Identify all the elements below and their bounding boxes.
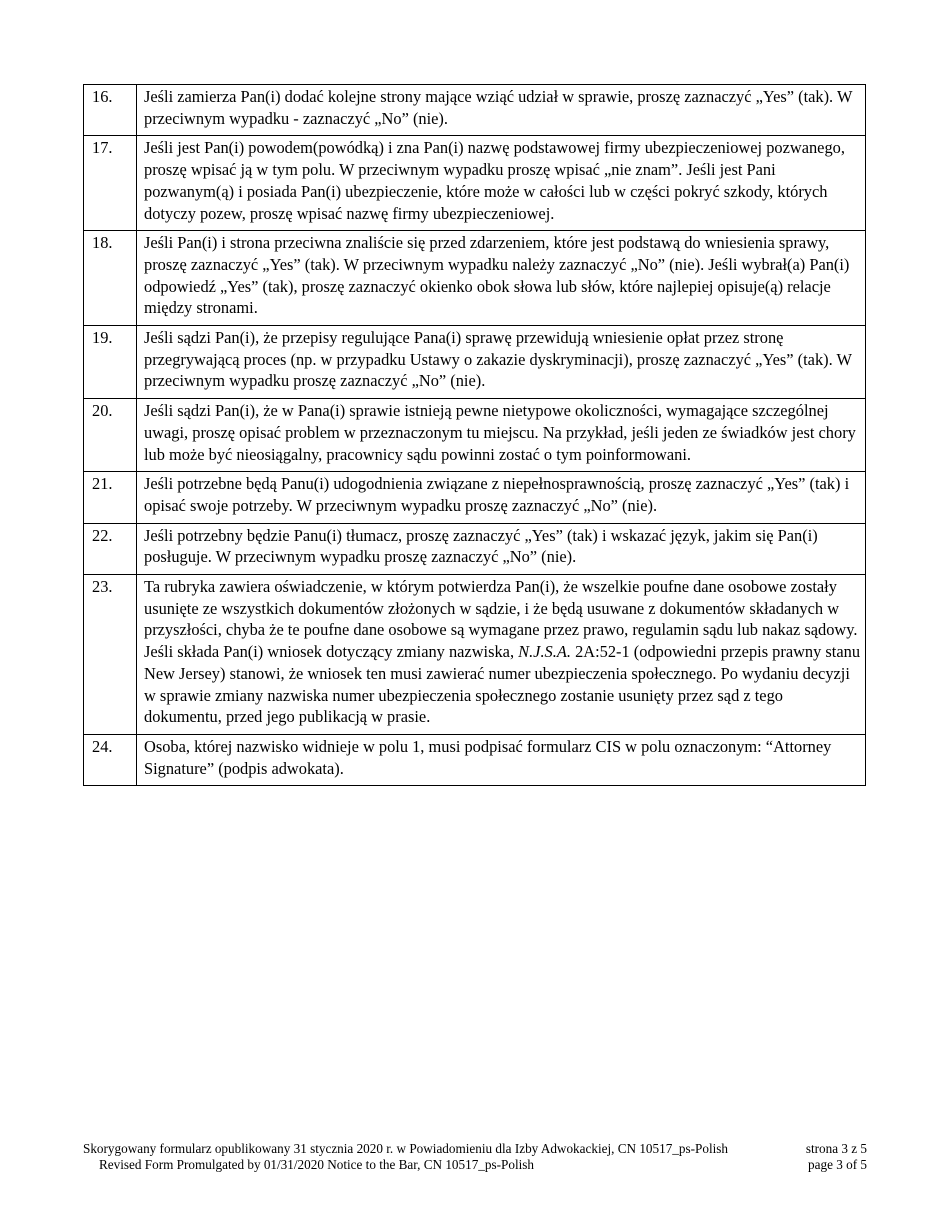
- footer-page-number-polish: strona 3 z 5: [805, 1141, 867, 1156]
- table-row: [84, 575, 866, 735]
- item-number: 22.: [84, 523, 137, 574]
- item-text-part: 2A:52-1 (odpowiedni przepis prawny stanu New Jersey) stanowi, że wniosek ten musi zawierać numer ubezpieczenia społecznego. Po wydaniu decyzji w sprawie zmiany nazwiska numer ubezpieczenia społecznego zostanie usunięty przez sąd z tego dokumentu, przed jego publikacją w prasie.: [144, 642, 861, 727]
- table-row: [84, 523, 866, 574]
- item-number: 20.: [84, 399, 137, 472]
- item-text: Jeśli potrzebny będzie Panu(i) tłumacz, proszę zaznaczyć „Yes” (tak) i wskazać język, jakim się Pan(i) posługuje. W przeciwnym wypadku proszę zaznaczyć „No” (nie).: [137, 523, 866, 574]
- page-footer: [83, 1141, 867, 1173]
- item-number: 17.: [84, 136, 137, 231]
- table-row: [84, 136, 866, 231]
- footer-page-number-english: page 3 of 5: [808, 1157, 867, 1172]
- table-row: [84, 85, 866, 136]
- item-text: Jeśli sądzi Pan(i), że w Pana(i) sprawie istnieją pewne nietypowe okoliczności, wymagające szczególnej uwagi, proszę opisać problem w przeznaczonym tu miejscu. Na przykład, jeśli jeden ze świadków jest chory lub może być nieosiągalny, pracownicy sądu powinni zostać o tym poinformowani.: [137, 399, 866, 472]
- table-row: [84, 231, 866, 326]
- item-text: Jeśli zamierza Pan(i) dodać kolejne strony mające wziąć udział w sprawie, proszę zaznaczyć „Yes” (tak). W przeciwnym wypadku - zaznaczyć „No” (nie).: [137, 85, 866, 136]
- footer-line-polish: [83, 1141, 867, 1157]
- table-row: [84, 734, 866, 785]
- table-row: [84, 399, 866, 472]
- item-text: Jeśli potrzebne będą Panu(i) udogodnienia związane z niepełnosprawnością, proszę zaznaczyć „Yes” (tak) i opisać swoje potrzeby. W przeciwnym wypadku proszę zaznaczyć „No” (nie).: [137, 472, 866, 523]
- instructions-table: [83, 84, 866, 786]
- statute-citation: N.J.S.A.: [518, 642, 571, 662]
- item-number: 24.: [84, 734, 137, 785]
- item-text: Osoba, której nazwisko widnieje w polu 1, musi podpisać formularz CIS w polu oznaczonym: “Attorney Signature” (podpis adwokata).: [137, 734, 866, 785]
- item-text-part: Ta rubryka zawiera oświadczenie, w którym potwierdza Pan(i), że wszelkie poufne dane osobowe zostały usunięte ze wszystkich dokumentów złożonych w sądzie, i że będą usuwane z dokumentów składanych w przyszłości, chyba że te poufne dane osobowe są wymagane przez prawo, regulamin sądu lub nakaz sądowy. Jeśli składa Pan(i) wniosek dotyczący zmiany nazwiska,: [144, 577, 858, 662]
- footer-form-notice-polish: Skorygowany formularz opublikowany 31 stycznia 2020 r. w Powiadomieniu dla Izby Adwokackiej, CN 10517_ps-Polish: [83, 1141, 729, 1156]
- item-number: 18.: [84, 231, 137, 326]
- item-number: 19.: [84, 326, 137, 399]
- item-text: Jeśli Pan(i) i strona przeciwna znaliście się przed zdarzeniem, które jest podstawą do wniesienia sprawy, proszę zaznaczyć „Yes” (tak). W przeciwnym wypadku należy zaznaczyć „No” (nie). Jeśli wybrał(a) Pan(i) odpowiedź „Yes” (tak), proszę zaznaczyć okienko obok słowa lub słów, które najlepiej opisuje(ą) relacje między stronami.: [137, 231, 866, 326]
- footer-line-english: [83, 1157, 867, 1173]
- item-text: [137, 575, 866, 735]
- item-number: 16.: [84, 85, 137, 136]
- table-row: [84, 326, 866, 399]
- item-number: 21.: [84, 472, 137, 523]
- item-text: Jeśli jest Pan(i) powodem(powódką) i zna Pan(i) nazwę podstawowej firmy ubezpieczeniowej pozwanego, proszę wpisać ją w tym polu. W przeciwnym wypadku proszę wpisać „nie znam”. Jeśli jest Pani pozwanym(ą) i posiada Pan(i) ubezpieczenie, które może w całości lub w części pokryć szkody, których dotyczy pozew, proszę wpisać nazwę firmy ubezpieczeniowej.: [137, 136, 866, 231]
- table-row: [84, 472, 866, 523]
- footer-form-notice-english: Revised Form Promulgated by 01/31/2020 Notice to the Bar, CN 10517_ps-Polish: [99, 1157, 535, 1172]
- item-text: Jeśli sądzi Pan(i), że przepisy regulujące Pana(i) sprawę przewidują wniesienie opłat przez stronę przegrywającą proces (np. w przypadku Ustawy o zakazie dyskryminacji), proszę zaznaczyć „Yes” (tak). W przeciwnym wypadku proszę zaznaczyć „No” (nie).: [137, 326, 866, 399]
- item-number: 23.: [84, 575, 137, 735]
